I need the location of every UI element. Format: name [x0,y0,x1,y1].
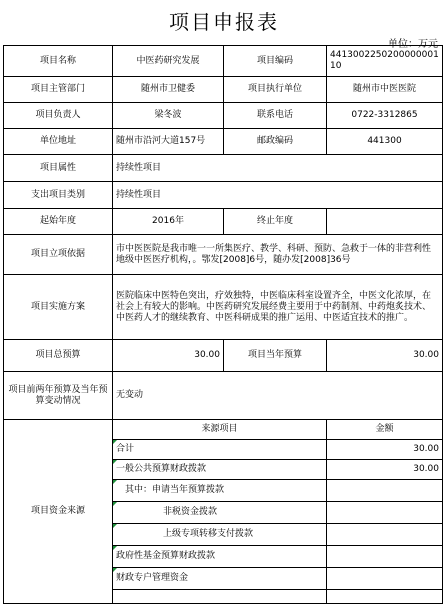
unit-note: 单位：万元 [388,39,438,50]
basis-value: 市中医医院是我市唯一一所集医疗、教学、科研、预防、急救于一体的非营利性地级中医医疗机构，。鄂发[2008]6号，随办发[2008]36号 [113,235,443,275]
current-budget-value: 30.00 [327,340,443,372]
fund-total-label: 合计 [113,440,327,460]
gov-fund-budget-value [327,546,443,568]
amount-header: 金额 [327,420,443,440]
current-budget-label: 项目当年预算 [224,340,327,372]
budget-change-value: 无变动 [113,372,443,420]
phone-label: 联系电话 [224,103,327,129]
general-budget-label: 一般公共预算财政拨款 [113,460,327,480]
transfer-payment-label: 上级专项转移支付拨款 [113,524,327,546]
general-budget-value: 30.00 [327,460,443,480]
dept-label: 项目主管部门 [4,77,113,103]
nontax-fund-label: 非税资金拨款 [113,502,327,524]
category-label: 支出项目类别 [4,182,113,209]
extra-row-amount [327,590,443,604]
special-account-label: 财政专户管理资金 [113,568,327,590]
total-budget-label: 项目总预算 [4,340,113,372]
phone-value: 0722-3312865 [327,103,443,129]
total-budget-value: 30.00 [113,340,224,372]
leader-value: 梁冬波 [113,103,224,129]
category-value: 持续性项目 [113,182,443,209]
current-year-apply-value [327,480,443,502]
address-label: 单位地址 [4,129,113,155]
project-code-value: 441300225020000000110 [327,46,443,77]
fund-source-label: 项目资金来源 [4,420,113,604]
leader-label: 项目负责人 [4,103,113,129]
postcode-label: 邮政编码 [224,129,327,155]
end-year-value [327,209,443,235]
end-year-label: 终止年度 [224,209,327,235]
address-value: 随州市沿河大道157号 [113,129,224,155]
postcode-value: 441300 [327,129,443,155]
project-code-label: 项目编码 [224,46,327,77]
project-application-form [3,45,443,604]
exec-unit-value: 随州市中医医院 [327,77,443,103]
start-year-label: 起始年度 [4,209,113,235]
special-account-value [327,568,443,590]
plan-label: 项目实施方案 [4,275,113,340]
attr-label: 项目属性 [4,155,113,182]
extra-row-cell [113,590,327,604]
transfer-payment-value [327,524,443,546]
current-year-apply-label: 其中：申请当年预算拨款 [113,480,327,502]
exec-unit-label: 项目执行单位 [224,77,327,103]
page-title: 项目申报表 [169,10,279,34]
start-year-value: 2016年 [113,209,224,235]
plan-value: 医院临床中医特色突出，疗效独特，中医临床科室设置齐全，中医文化浓厚，在社会上有较大的影响。中医药研究发展经费主要用于中药制剂、中药炮炙技术、中医药人才的继续教育、中医科研成果的推广运用、中医适宜技术的推广。 [113,275,443,340]
nontax-fund-value [327,502,443,524]
budget-change-label: 项目前两年预算及当年预算变动情况 [4,372,113,420]
dept-value: 随州市卫健委 [113,77,224,103]
gov-fund-budget-label: 政府性基金预算财政拨款 [113,546,327,568]
project-name-value: 中医药研究发展 [113,46,224,77]
attr-value: 持续性项目 [113,155,443,182]
project-name-label: 项目名称 [4,46,113,77]
fund-total-value: 30.00 [327,440,443,460]
basis-label: 项目立项依据 [4,235,113,275]
source-item-header: 来源项目 [113,420,327,440]
